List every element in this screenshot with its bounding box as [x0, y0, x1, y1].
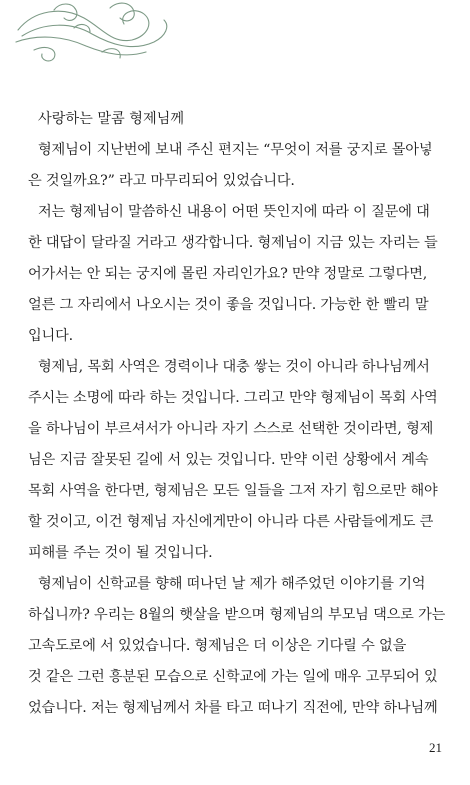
paragraph-line: 입니다. — [28, 328, 74, 344]
paragraph-line: 저는 형제님이 말씀하신 내용이 어떤 뜻인지에 따라 이 질문에 대 — [38, 204, 430, 220]
paragraph — [28, 569, 452, 724]
paragraph-line: 은 것일까요?” 라고 마무리되어 있었습니다. — [28, 173, 295, 189]
paragraph — [28, 352, 452, 569]
paragraph-line: 것 같은 그런 흥분된 모습으로 신학교에 가는 일에 매우 고무되어 있 — [28, 669, 438, 685]
paragraph-line: 을 하나님이 부르셔서가 아니라 자기 스스로 선택한 것이라면, 형제 — [28, 421, 434, 437]
letter-body — [28, 104, 452, 724]
paragraph-line: 형제님, 목회 사역은 경력이나 대충 쌓는 것이 아니라 하나님께서 — [38, 359, 430, 375]
paragraph-line: 님은 지금 잘못된 길에 서 있는 것입니다. 만약 이런 상황에서 계속 — [28, 452, 429, 468]
page-number: 21 — [429, 740, 442, 755]
paragraph-line: 한 대답이 달라질 거라고 생각합니다. 형제님이 지금 있는 자리는 들 — [28, 235, 438, 251]
paragraph-line: 고속도로에 서 있었습니다. 형제님은 더 이상은 기다릴 수 없을 — [28, 638, 407, 654]
paragraph — [28, 197, 452, 352]
paragraph-line: 었습니다. 저는 형제님께서 차를 타고 떠나기 직전에, 만약 하나님께 — [28, 700, 438, 716]
paragraph-line: 목회 사역을 한다면, 형제님은 모든 일들을 그저 자기 힘으로만 해야 — [28, 483, 438, 499]
paragraph-line: 형제님이 지난번에 보내 주신 편지는 “무엇이 저를 궁지로 몰아넣 — [38, 142, 433, 158]
paragraph — [28, 135, 452, 197]
paragraph-line: 할 것이고, 이건 형제님 자신에게만이 아니라 다른 사람들에게도 큰 — [28, 514, 434, 530]
paragraph-line: 주시는 소명에 따라 하는 것입니다. 그리고 만약 형제님이 목회 사역 — [28, 390, 438, 406]
paragraph-line: 어가서는 안 되는 궁지에 몰린 자리인가요? 만약 정말로 그렇다면, — [28, 266, 428, 282]
paragraph-line: 하십니까? 우리는 8월의 햇살을 받으며 형제님의 부모님 댁으로 가는 — [28, 607, 446, 623]
paragraph-line: 얼른 그 자리에서 나오시는 것이 좋을 것입니다. 가능한 한 빨리 말 — [28, 297, 429, 313]
paragraph-line: 피해를 주는 것이 될 것입니다. — [28, 545, 213, 561]
letter-salutation: 사랑하는 말콤 형제님께 — [38, 111, 185, 127]
paragraph-line: 형제님이 신학교를 향해 떠나던 날 제가 해주었던 이야기를 기억 — [38, 576, 426, 592]
decorative-flourish-icon — [14, 0, 174, 64]
